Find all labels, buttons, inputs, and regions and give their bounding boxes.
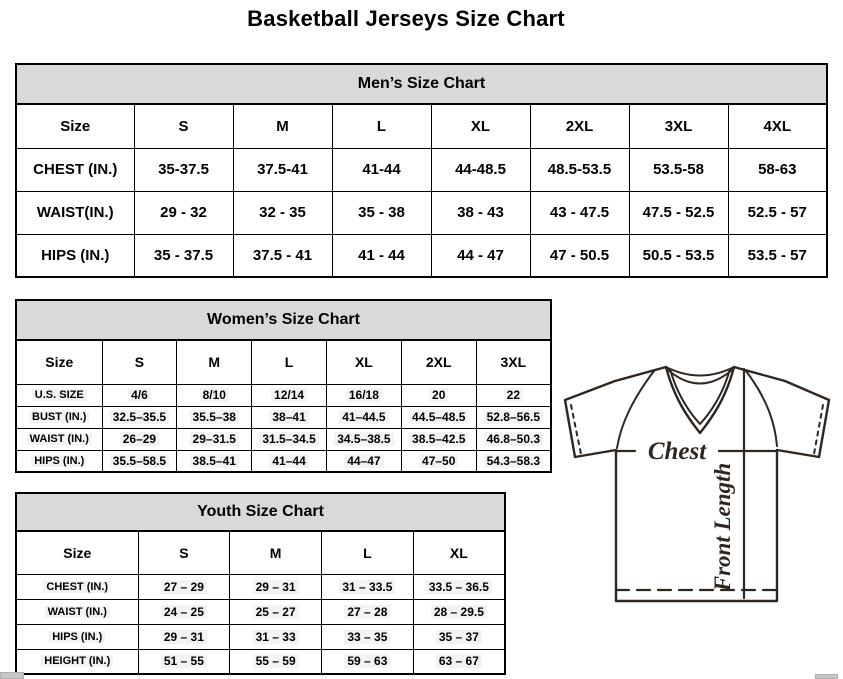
measurement-value-cell: 37.5 - 41	[233, 234, 332, 277]
mens-table	[15, 103, 828, 278]
row-label: WAIST (IN.)	[16, 428, 102, 450]
measurement-row	[16, 406, 551, 428]
measurement-value-cell: 38.5–42.5	[401, 428, 476, 450]
measurement-value-cell: 47–50	[401, 450, 476, 472]
size-header-row	[16, 340, 551, 384]
size-header-row	[16, 531, 505, 574]
measurement-value-cell: 44.5–48.5	[401, 406, 476, 428]
measurement-value-cell: 38.5–41	[177, 450, 252, 472]
measurement-value-cell: 54.3–58.3	[476, 450, 551, 472]
measurement-row	[16, 624, 505, 649]
measurement-value-cell: 27 – 29	[138, 574, 230, 599]
youth-table	[15, 530, 506, 675]
womens-table	[15, 339, 552, 473]
measurement-value-cell: 63 – 67	[413, 649, 505, 674]
left-shoulder-seam	[617, 371, 654, 448]
measurement-value-cell: 8/10	[177, 384, 252, 406]
measurement-value-cell: 32.5–35.5	[102, 406, 177, 428]
measurement-value-cell: 51 – 55	[138, 649, 230, 674]
measurement-value-cell: 12/14	[252, 384, 327, 406]
size-header-cell: XL	[413, 531, 505, 574]
size-header-cell: 3XL	[629, 104, 728, 148]
horizontal-scrollbar-fragment-left[interactable]	[0, 672, 24, 679]
measurement-value-cell: 31.5–34.5	[252, 428, 327, 450]
mens-chart-title: Men’s Size Chart	[15, 63, 828, 103]
size-header-cell: S	[134, 104, 233, 148]
measurement-value-cell: 52.5 - 57	[728, 191, 827, 234]
measurement-value-cell: 41-44	[332, 148, 431, 191]
mens-size-chart	[15, 63, 828, 278]
measurement-value-cell: 52.8–56.5	[476, 406, 551, 428]
size-header-cell: M	[177, 340, 252, 384]
measurement-value-cell: 35-37.5	[134, 148, 233, 191]
size-column-label: Size	[16, 531, 138, 574]
measurement-value-cell: 47.5 - 52.5	[629, 191, 728, 234]
measurement-row	[16, 599, 505, 624]
youth-chart-title: Youth Size Chart	[15, 492, 506, 530]
measurement-value-cell: 37.5-41	[233, 148, 332, 191]
row-label: HEIGHT (IN.)	[16, 649, 138, 674]
size-header-cell: L	[322, 531, 414, 574]
measurement-value-cell: 29 – 31	[138, 624, 230, 649]
measurement-value-cell: 31 – 33	[230, 624, 322, 649]
measurement-value-cell: 28 – 29.5	[413, 599, 505, 624]
measurement-row	[16, 574, 505, 599]
measurement-value-cell: 44–47	[326, 450, 401, 472]
measurement-value-cell: 41 - 44	[332, 234, 431, 277]
measurement-value-cell: 33 – 35	[322, 624, 414, 649]
size-header-cell: XL	[326, 340, 401, 384]
measurement-value-cell: 38–41	[252, 406, 327, 428]
measurement-value-cell: 31 – 33.5	[322, 574, 414, 599]
measurement-value-cell: 46.8–50.3	[476, 428, 551, 450]
size-header-cell: S	[138, 531, 230, 574]
row-label: CHEST (IN.)	[16, 148, 134, 191]
measurement-value-cell: 34.5–38.5	[326, 428, 401, 450]
measurement-row	[16, 649, 505, 674]
womens-size-chart	[15, 299, 552, 473]
size-header-cell: 2XL	[401, 340, 476, 384]
right-shoulder-seam	[746, 371, 777, 446]
youth-size-chart	[15, 492, 506, 675]
measurement-value-cell: 50.5 - 53.5	[629, 234, 728, 277]
measurement-row	[16, 191, 827, 234]
measurement-value-cell: 22	[476, 384, 551, 406]
measurement-value-cell: 44-48.5	[431, 148, 530, 191]
measurement-value-cell: 35 - 37.5	[134, 234, 233, 277]
measurement-value-cell: 24 – 25	[138, 599, 230, 624]
size-header-cell: M	[233, 104, 332, 148]
measurement-value-cell: 35.5–58.5	[102, 450, 177, 472]
row-label: HIPS (IN.)	[16, 234, 134, 277]
size-column-label: Size	[16, 104, 134, 148]
measurement-value-cell: 35 – 37	[413, 624, 505, 649]
size-header-cell: XL	[431, 104, 530, 148]
measurement-row	[16, 450, 551, 472]
size-header-cell: 2XL	[530, 104, 629, 148]
size-header-row	[16, 104, 827, 148]
jersey-outline	[565, 367, 829, 601]
chest-label: Chest	[647, 438, 707, 465]
measurement-value-cell: 43 - 47.5	[530, 191, 629, 234]
measurement-value-cell: 58-63	[728, 148, 827, 191]
collar-arc-top	[666, 367, 734, 376]
size-column-label: Size	[16, 340, 102, 384]
measurement-value-cell: 53.5 - 57	[728, 234, 827, 277]
measurement-value-cell: 38 - 43	[431, 191, 530, 234]
measurement-value-cell: 20	[401, 384, 476, 406]
row-label: HIPS (IN.)	[16, 450, 102, 472]
size-header-cell: S	[102, 340, 177, 384]
row-label: U.S. SIZE	[16, 384, 102, 406]
measurement-row	[16, 234, 827, 277]
measurement-value-cell: 59 – 63	[322, 649, 414, 674]
measurement-value-cell: 33.5 – 36.5	[413, 574, 505, 599]
size-header-cell: 4XL	[728, 104, 827, 148]
measurement-value-cell: 41–44.5	[326, 406, 401, 428]
size-header-cell: L	[332, 104, 431, 148]
page-title: Basketball Jerseys Size Chart	[247, 6, 565, 31]
measurement-value-cell: 29 – 31	[230, 574, 322, 599]
measurement-value-cell: 32 - 35	[233, 191, 332, 234]
row-label: HIPS (IN.)	[16, 624, 138, 649]
measurement-value-cell: 25 – 27	[230, 599, 322, 624]
measurement-value-cell: 29–31.5	[177, 428, 252, 450]
horizontal-scrollbar-fragment-right[interactable]	[815, 674, 838, 679]
measurement-value-cell: 26–29	[102, 428, 177, 450]
measurement-value-cell: 29 - 32	[134, 191, 233, 234]
size-header-cell: 3XL	[476, 340, 551, 384]
measurement-value-cell: 48.5-53.5	[530, 148, 629, 191]
measurement-value-cell: 27 – 28	[322, 599, 414, 624]
womens-chart-title: Women’s Size Chart	[15, 299, 552, 339]
measurement-row	[16, 384, 551, 406]
row-label: WAIST (IN.)	[16, 599, 138, 624]
size-header-cell: M	[230, 531, 322, 574]
measurement-value-cell: 35.5–38	[177, 406, 252, 428]
row-label: BUST (IN.)	[16, 406, 102, 428]
measurement-value-cell: 4/6	[102, 384, 177, 406]
measurement-value-cell: 47 - 50.5	[530, 234, 629, 277]
measurement-value-cell: 41–44	[252, 450, 327, 472]
measurement-value-cell: 16/18	[326, 384, 401, 406]
measurement-value-cell: 55 – 59	[230, 649, 322, 674]
measurement-value-cell: 35 - 38	[332, 191, 431, 234]
row-label: WAIST(IN.)	[16, 191, 134, 234]
row-label: CHEST (IN.)	[16, 574, 138, 599]
measurement-value-cell: 53.5-58	[629, 148, 728, 191]
jersey-measurement-diagram	[558, 360, 843, 626]
size-header-cell: L	[252, 340, 327, 384]
front-length-label: Front Length	[710, 462, 735, 592]
measurement-row	[16, 148, 827, 191]
measurement-value-cell: 44 - 47	[431, 234, 530, 277]
measurement-row	[16, 428, 551, 450]
